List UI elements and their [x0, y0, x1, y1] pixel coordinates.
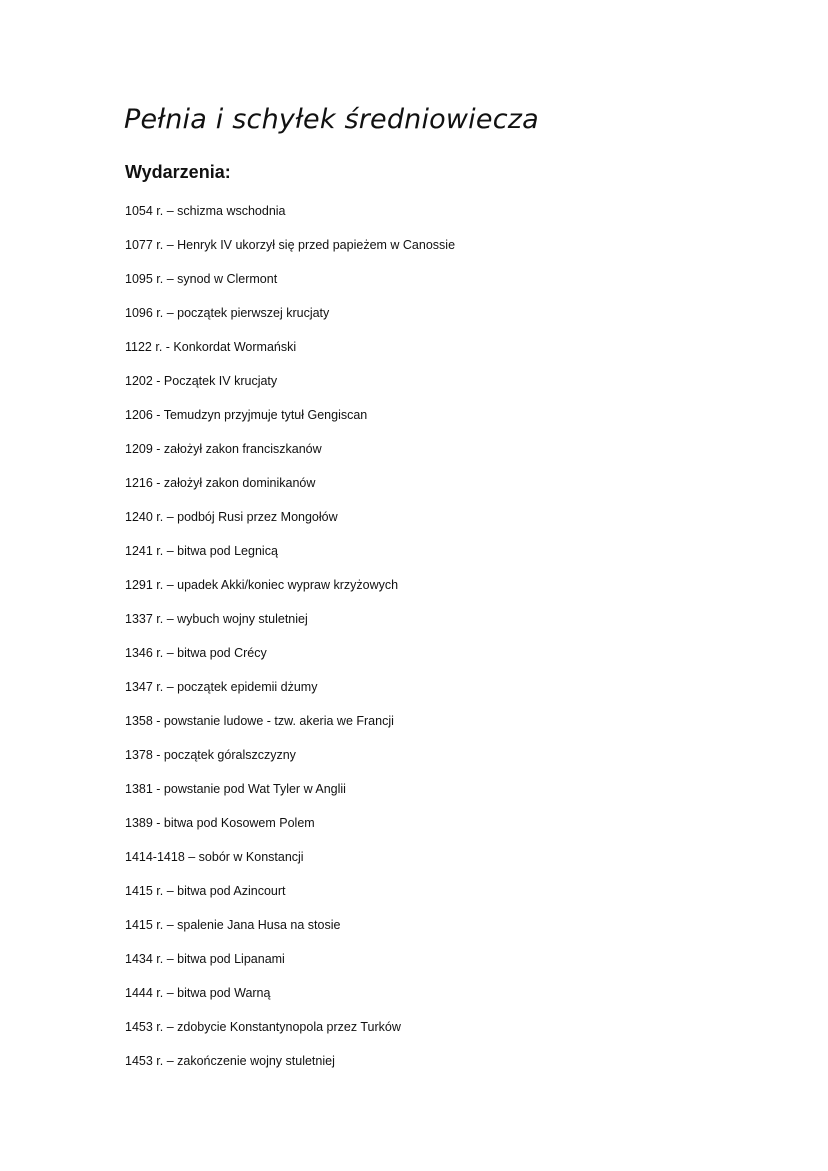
- event-item: 1202 - Początek IV krucjaty: [125, 374, 278, 388]
- event-item: 1414-1418 – sobór w Konstancji: [125, 850, 304, 864]
- event-item: 1096 r. – początek pierwszej krucjaty: [125, 306, 330, 320]
- event-item: 1434 r. – bitwa pod Lipanami: [125, 952, 285, 966]
- section-heading-events: Wydarzenia:: [125, 162, 231, 182]
- event-item: 1347 r. – początek epidemii dżumy: [125, 680, 318, 694]
- event-item: 1206 - Temudzyn przyjmuje tytuł Gengiscan: [125, 408, 368, 422]
- event-item: 1415 r. – spalenie Jana Husa na stosie: [125, 918, 341, 932]
- event-item: 1453 r. – zakończenie wojny stuletniej: [125, 1054, 335, 1068]
- event-item: 1337 r. – wybuch wojny stuletniej: [125, 612, 308, 626]
- event-item: 1054 r. – schizma wschodnia: [125, 204, 286, 218]
- event-item: 1240 r. – podbój Rusi przez Mongołów: [125, 510, 338, 524]
- document-title: Pełnia i schyłek średniowiecza: [124, 104, 539, 135]
- events-list: [125, 203, 455, 1087]
- event-item: 1095 r. – synod w Clermont: [125, 272, 278, 286]
- event-item: 1378 - początek góralszczyzny: [125, 748, 296, 762]
- event-item: 1122 r. - Konkordat Wormański: [125, 340, 297, 354]
- event-item: 1241 r. – bitwa pod Legnicą: [125, 544, 278, 558]
- event-item: 1346 r. – bitwa pod Crécy: [125, 646, 267, 660]
- event-item: 1209 - założył zakon franciszkanów: [125, 442, 322, 456]
- event-item: 1358 - powstanie ludowe - tzw. akeria we Francji: [125, 714, 394, 728]
- event-item: 1415 r. – bitwa pod Azincourt: [125, 884, 286, 898]
- event-item: 1381 - powstanie pod Wat Tyler w Anglii: [125, 782, 346, 796]
- event-item: 1291 r. – upadek Akki/koniec wypraw krzyżowych: [125, 578, 399, 592]
- event-item: 1389 - bitwa pod Kosowem Polem: [125, 816, 315, 830]
- event-item: 1444 r. – bitwa pod Warną: [125, 986, 271, 1000]
- event-item: 1077 r. – Henryk IV ukorzył się przed papieżem w Canossie: [125, 238, 456, 252]
- event-item: 1453 r. – zdobycie Konstantynopola przez Turków: [125, 1020, 401, 1034]
- event-item: 1216 - założył zakon dominikanów: [125, 476, 316, 490]
